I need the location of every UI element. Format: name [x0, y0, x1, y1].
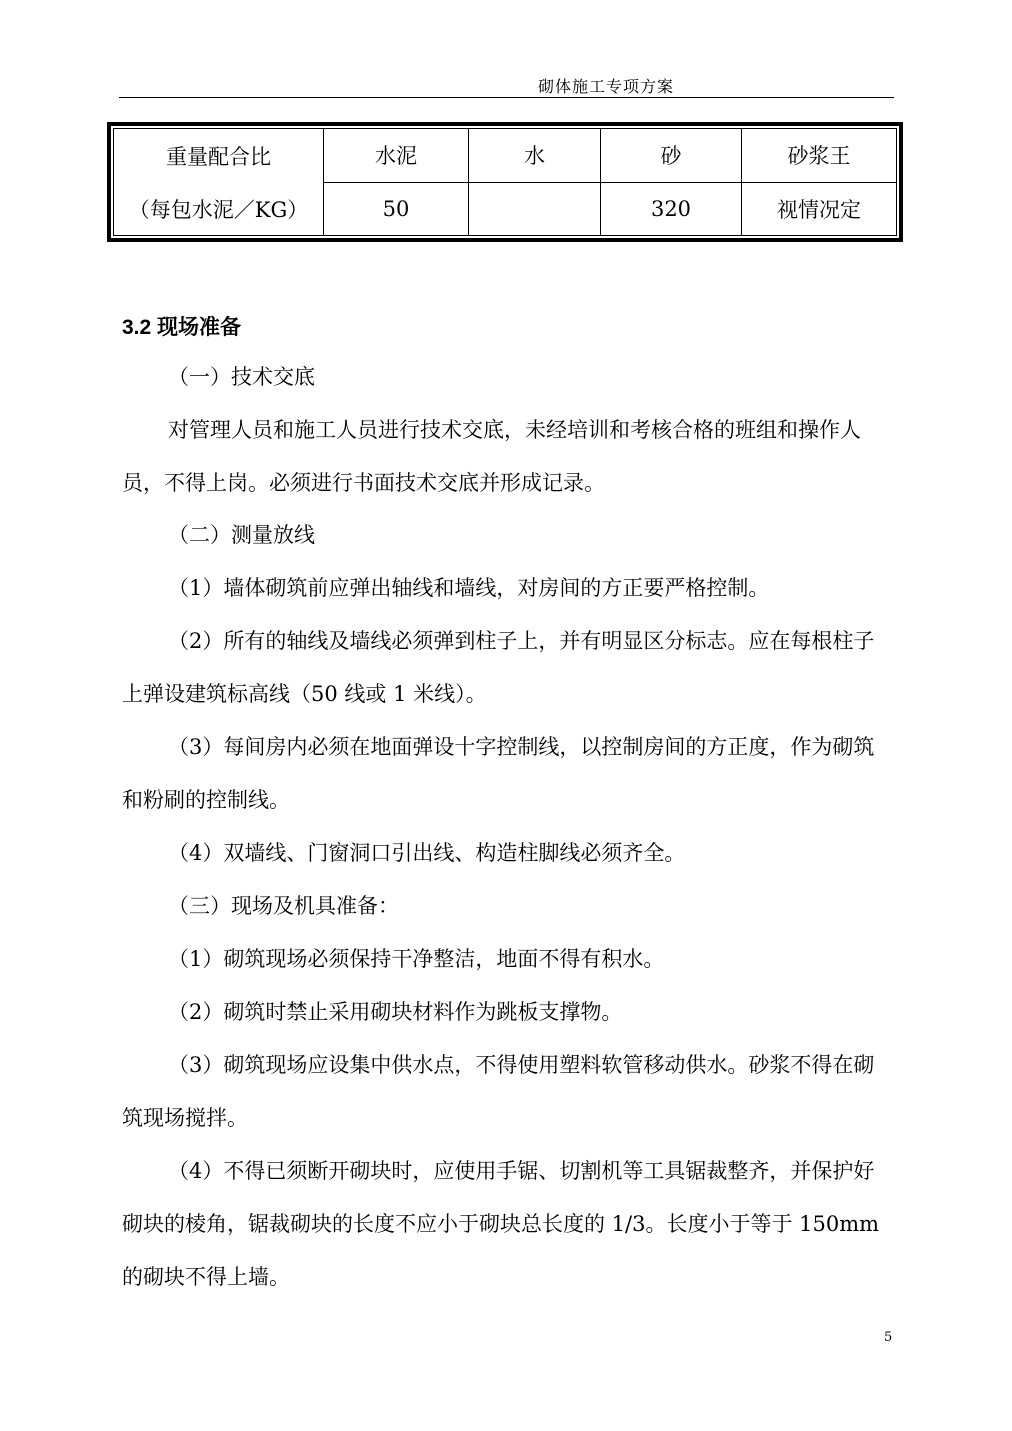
table-row	[114, 129, 897, 183]
table-value-cell: 50	[324, 182, 469, 236]
subheading-surveying: （二）测量放线	[168, 523, 315, 547]
page-header	[0, 74, 1012, 97]
paragraph-item: （2）砌筑时禁止采用砌块材料作为跳板支撑物。	[168, 1000, 623, 1024]
paragraph-item: （4）双墙线、门窗洞口引出线、构造柱脚线必须齐全。	[168, 841, 686, 865]
table-header-cell: 砂浆王	[742, 129, 897, 183]
paragraph-item: （4）不得已须断开砌块时，应使用手锯、切割机等工具锯裁整齐，并保护好砌块的棱角，锯裁砌块的长度不应小于砌块总长度的 1/3。长度小于等于 150mm 的砌块不得上墙。	[122, 1159, 880, 1289]
page-number: 5	[884, 1330, 893, 1345]
subheading-technical-briefing: （一）技术交底	[168, 365, 315, 389]
table-label-line1: 重量配合比	[114, 129, 324, 183]
table-row	[114, 182, 897, 236]
table-header-cell: 砂	[601, 129, 742, 183]
table-value-cell: 视情况定	[742, 182, 897, 236]
table-value-cell	[469, 182, 601, 236]
header-title: 砌体施工专项方案	[537, 77, 674, 96]
header-rule	[119, 97, 894, 98]
table-label-line2: （每包水泥／KG）	[114, 182, 324, 236]
paragraph-item: （2）所有的轴线及墙线必须弹到柱子上，并有明显区分标志。应在每根柱子上弹设建筑标高线（50 线或 1 米线）。	[122, 629, 875, 706]
mix-ratio-table	[107, 122, 903, 242]
paragraph-item: （1）砌筑现场必须保持干净整洁，地面不得有积水。	[168, 947, 665, 971]
paragraph-item: （3）每间房内必须在地面弹设十字控制线，以控制房间的方正度，作为砌筑和粉刷的控制线。	[122, 735, 875, 812]
table-header-cell: 水泥	[324, 129, 469, 183]
paragraph-item: （1）墙体砌筑前应弹出轴线和墙线，对房间的方正要严格控制。	[168, 576, 770, 600]
table-value-cell: 320	[601, 182, 742, 236]
table-header-cell: 水	[469, 129, 601, 183]
subheading-site-preparation: （三）现场及机具准备：	[168, 894, 399, 918]
paragraph-briefing: 对管理人员和施工人员进行技术交底，未经培训和考核合格的班组和操作人员，不得上岗。必须进行书面技术交底并形成记录。	[122, 418, 861, 495]
section-heading: 3.2 现场准备	[122, 316, 242, 339]
paragraph-item: （3）砌筑现场应设集中供水点，不得使用塑料软管移动供水。砂浆不得在砌筑现场搅拌。	[122, 1053, 875, 1130]
